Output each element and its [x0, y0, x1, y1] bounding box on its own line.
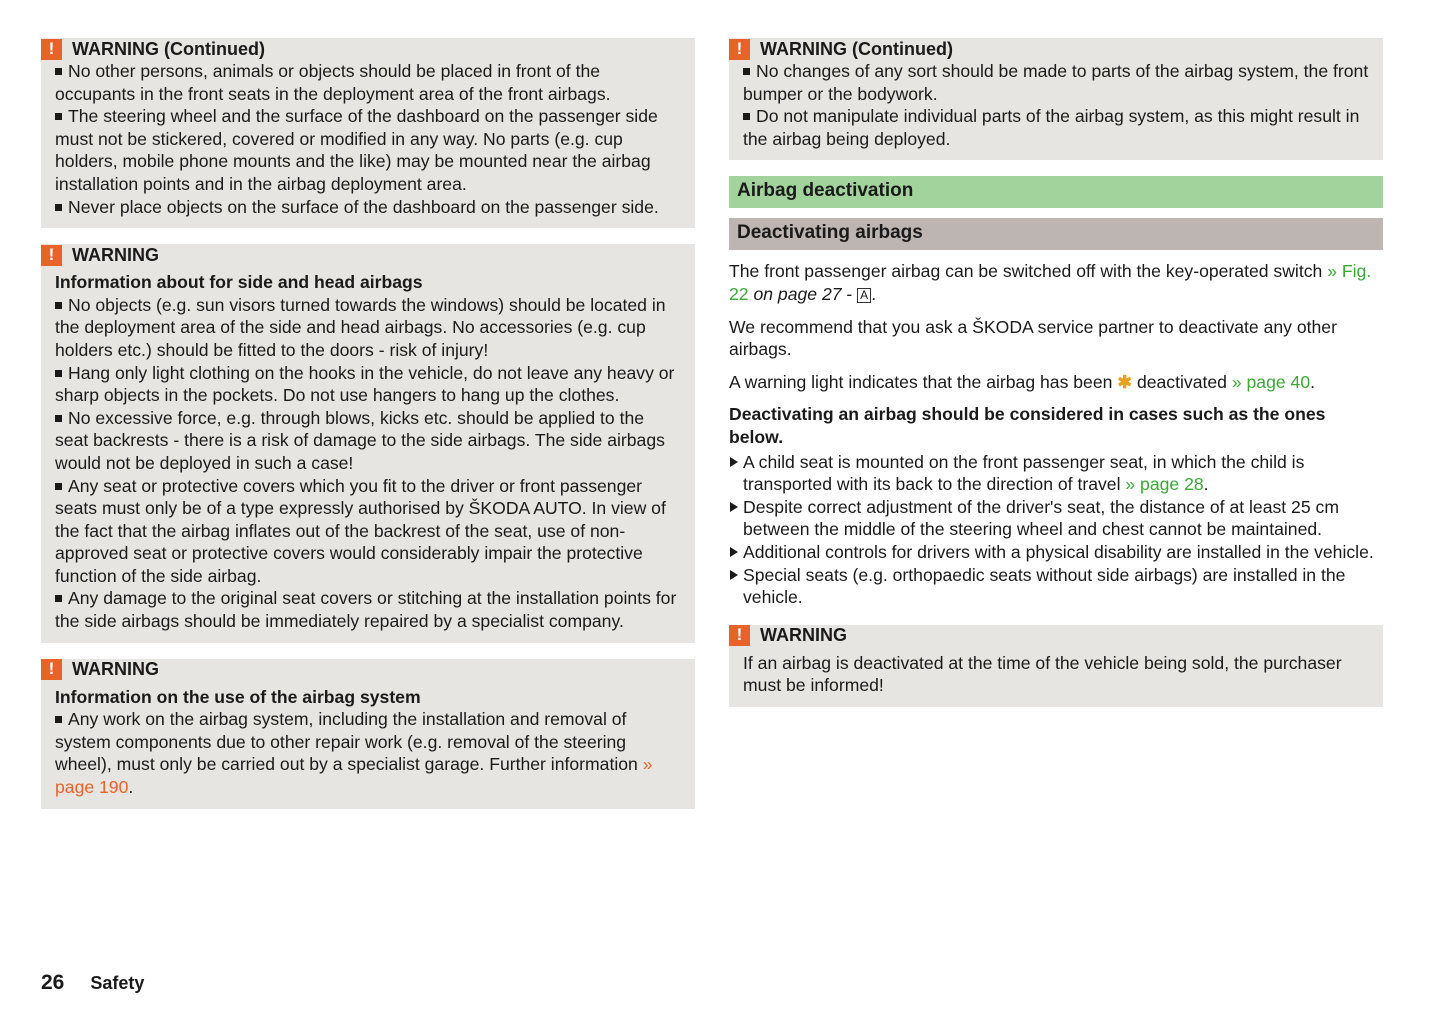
paragraph [729, 260, 1383, 305]
warning-title: WARNING (Continued) [760, 38, 953, 59]
page-footer [41, 972, 144, 995]
paragraph [729, 371, 1383, 394]
list-item: Special seats (e.g. orthopaedic seats without side airbags) are installed in the vehicle. [729, 564, 1383, 609]
bullet-item [55, 708, 681, 798]
warning-title: WARNING [72, 659, 159, 680]
warning-box-use [41, 659, 695, 809]
warning-icon: ! [41, 659, 62, 680]
warning-title: WARNING [72, 244, 159, 265]
list-item: Despite correct adjustment of the driver's seat, the distance of at least 25 cm between the middle of the steering wheel and chest cannot be maintained. [729, 496, 1383, 541]
text: on page 27 [753, 283, 842, 304]
page-link[interactable]: » page 28 [1125, 474, 1204, 495]
left-column [41, 38, 695, 825]
text: A child seat is mounted on the front passenger seat, in which the child is transported with its back to the direction of travel [743, 451, 1305, 495]
right-column [729, 38, 1383, 723]
bullet-item: Any damage to the original seat covers or stitching at the installation points for the side airbags should be immediately repaired by a specialist company. [55, 587, 681, 632]
page-number: 26 [41, 971, 65, 994]
page-link[interactable]: » page 190 [55, 754, 653, 798]
warning-box-side-head [41, 244, 695, 643]
bullet-item: The steering wheel and the surface of the dashboard on the passenger side must not be stickered, covered or modified in any way. No parts (e.g. cup holders, mobile phone mounts and the like) may be mounted near the airbag installation points and in the airbag deployment area. [55, 105, 681, 195]
figure-label: A [857, 288, 871, 303]
bullet-item: No other persons, animals or objects should be placed in front of the occupants in the front seats in the deployment area of the front airbags. [55, 60, 681, 105]
subsection-heading: Deactivating airbags [729, 218, 1383, 250]
punct: . [871, 283, 877, 304]
bullet-item: Any seat or protective covers which you fit to the driver or front passenger seats must only be of a type expressly authorised by ŠKODA AUTO. In view of the fact that the airbag inflates out of the backrest of the seat, use of non-approved seat or protective covers would considerably impair the protective function of the side airbag. [55, 475, 681, 588]
text: The front passenger airbag can be switched off with the key-operated switch [729, 261, 1323, 282]
airbag-off-icon: ✱ [1117, 371, 1133, 392]
warning-box-sale [729, 625, 1383, 707]
warning-subtitle: Information on the use of the airbag system [55, 686, 421, 707]
warning-text: If an airbag is deactivated at the time of the vehicle being sold, the purchaser must be informed! [743, 652, 1342, 696]
fig-link[interactable]: » Fig. 22 [729, 261, 1372, 304]
bullet-item: Do not manipulate individual parts of the airbag system, as this might result in the airbag being deployed. [743, 105, 1369, 150]
paragraph: We recommend that you ask a ŠKODA service partner to deactivate any other airbags. [729, 316, 1337, 360]
punct: . [1310, 371, 1316, 392]
text: deactivated [1136, 371, 1227, 392]
text: - [841, 283, 858, 304]
bullet-item: No changes of any sort should be made to parts of the airbag system, the front bumper or the bodywork. [743, 61, 1369, 104]
list-item: Additional controls for drivers with a physical disability are installed in the vehicle. [729, 541, 1383, 564]
warning-icon: ! [729, 625, 750, 646]
section-heading: Airbag deactivation [729, 176, 1383, 208]
chapter-title: Safety [90, 973, 145, 993]
bullet-item: No objects (e.g. sun visors turned towards the windows) should be located in the deployment area of the side and head airbags. No accessories (e.g. cup holders etc.) should be fitted to the doors - risk of injury! [55, 294, 681, 362]
bullet-item: No excessive force, e.g. through blows, kicks etc. should be applied to the seat backrests - there is a risk of damage to the side airbags. The side airbags would not be deployed in such a case! [55, 407, 681, 475]
list-item [729, 451, 1383, 496]
warning-title: WARNING (Continued) [72, 38, 265, 59]
page-link[interactable]: » page 40 [1231, 371, 1311, 392]
bullet-item: Hang only light clothing on the hooks in the vehicle, do not leave any heavy or sharp objects in the pockets. Do not use hangers to hang up the clothes. [55, 362, 681, 407]
punct: . [128, 777, 134, 798]
warning-icon: ! [729, 39, 750, 60]
bullet-item: Never place objects on the surface of the dashboard on the passenger side. [55, 196, 681, 219]
warning-icon: ! [41, 245, 62, 266]
list-heading: Deactivating an airbag should be considered in cases such as the ones below. [729, 404, 1326, 447]
warning-icon: ! [41, 39, 62, 60]
warning-title: WARNING [760, 625, 847, 646]
text: A warning light indicates that the airbag has been [729, 371, 1113, 392]
warning-subtitle: Information about for side and head airbags [55, 272, 423, 293]
punct: . [1203, 474, 1209, 495]
warning-box-continued [729, 38, 1383, 160]
warning-box-continued [41, 38, 695, 228]
bullet-text: Any work on the airbag system, including the installation and removal of system components due to other repair work (e.g. removal of the steering wheel), must only be carried out by a specialist garage. Further information [55, 709, 638, 775]
